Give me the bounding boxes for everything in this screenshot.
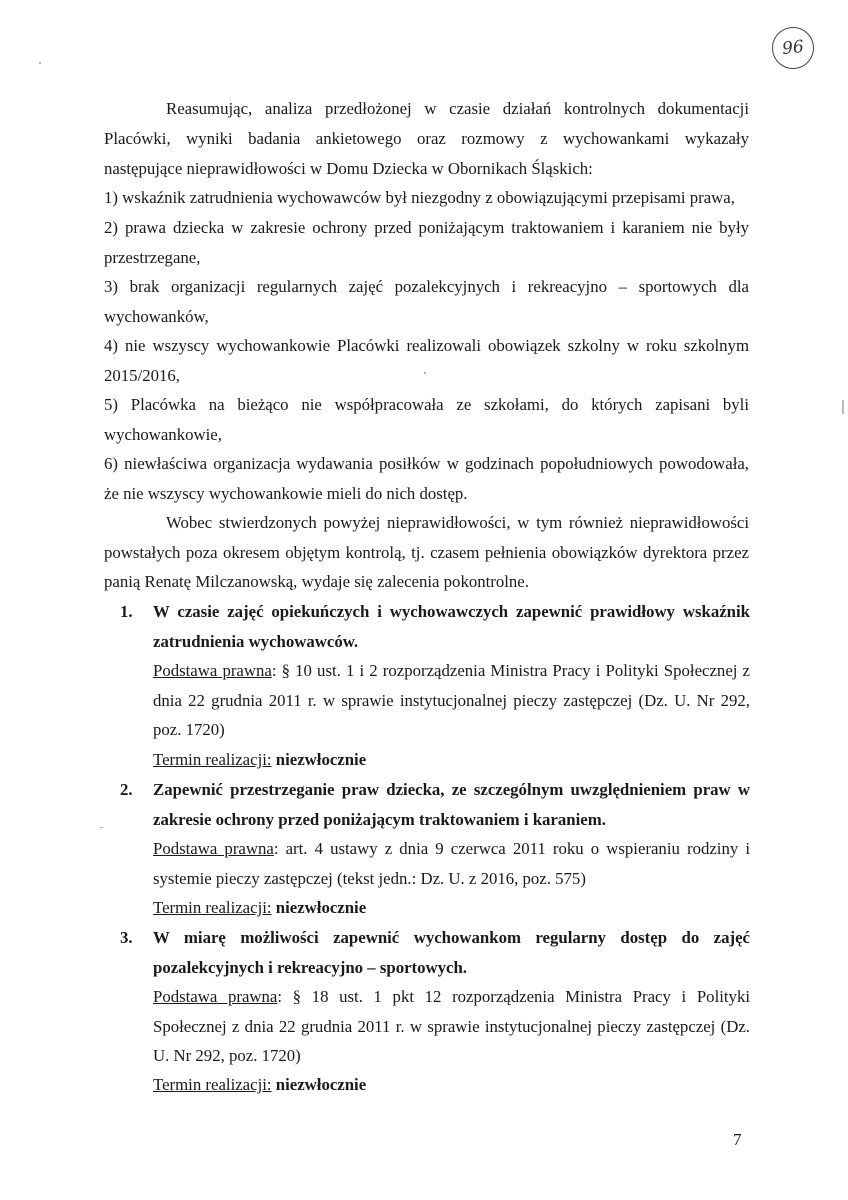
legal-basis-text: : § 18 ust. 1 pkt 12 rozporządzenia Ministra Pracy i Polityki Społecznej z dnia 22 grudnia 2011 r. w sprawie instytucjonalnej pieczy zastępczej (Dz. U. Nr 292, poz. 1720): [153, 987, 750, 1066]
recommendation-title: [120, 775, 750, 834]
deadline-label: Termin realizacji:: [153, 750, 272, 769]
legal-basis-label: Podstawa prawna: [153, 839, 274, 858]
finding-item: 5) Placówka na bieżąco nie współpracowała ze szkołami, do których zapisani byli wychowankowie,: [104, 395, 749, 444]
summary-paragraph: Wobec stwierdzonych powyżej nieprawidłowości, w tym również nieprawidłowości powstałych poza okresem objętym kontrolą, tj. czasem pełnienia obowiązków dyrektora przez panią Renatę Milczanowską, wydaje się zalecenia pokontrolne.: [104, 513, 749, 592]
scan-edge-mark: [842, 400, 844, 414]
legal-basis: [153, 834, 750, 893]
legal-basis-text: : art. 4 ustawy z dnia 9 czerwca 2011 roku o wspieraniu rodziny i systemie pieczy zastępczej (tekst jedn.: Dz. U. z 2016, poz. 575): [153, 839, 751, 888]
deadline: [153, 893, 750, 923]
scan-speck: [424, 372, 426, 374]
recommendation-number: 1.: [120, 602, 133, 621]
legal-basis-label: Podstawa prawna: [153, 987, 278, 1006]
deadline: [153, 745, 750, 775]
finding-item: 2) prawa dziecka w zakresie ochrony przed poniżającym traktowaniem i karaniem nie były przestrzegane,: [104, 218, 749, 267]
finding-item: 3) brak organizacji regularnych zajęć pozalekcyjnych i rekreacyjno – sportowych dla wychowanków,: [104, 277, 749, 326]
intro-line-2: Placówki, wyniki badania ankietowego oraz rozmowy z wychowankami wykazały: [104, 129, 749, 148]
intro-line-1: Reasumując, analiza przedłożonej w czasie działań kontrolnych dokumentacji: [166, 99, 749, 118]
intro-line-3: następujące nieprawidłowości w Domu Dziecka w Obornikach Śląskich:: [104, 159, 593, 178]
recommendation-title: [120, 597, 750, 656]
finding-item: 1) wskaźnik zatrudnienia wychowawców był niezgodny z obowiązującymi przepisami prawa,: [104, 188, 735, 207]
finding-item: 6) niewłaściwa organizacja wydawania posiłków w godzinach popołudniowych powodowała, że nie wszyscy wychowankowie mieli do nich dostęp.: [104, 454, 749, 503]
recommendation-title-text: W miarę możliwości zapewnić wychowankom regularny dostęp do zajęć pozalekcyjnych i rekreacyjno – sportowych.: [153, 928, 750, 977]
legal-basis: [153, 656, 750, 745]
legal-basis-label: Podstawa prawna: [153, 661, 272, 680]
finding-item: 4) nie wszyscy wychowankowie Placówki realizowali obowiązek szkolny w roku szkolnym 2015/2016,: [104, 336, 749, 385]
deadline-label: Termin realizacji:: [153, 898, 272, 917]
scan-speck: [100, 827, 103, 828]
deadline: [153, 1070, 750, 1100]
deadline-value: niezwłocznie: [275, 1075, 367, 1094]
recommendation-number: 3.: [120, 928, 133, 947]
handwritten-page-stamp: [770, 25, 816, 71]
recommendation-title-text: Zapewnić przestrzeganie praw dziecka, ze szczególnym uwzględnieniem praw w zakresie ochrony przed poniżającym traktowaniem i karaniem.: [153, 780, 750, 829]
scan-speck: [39, 62, 41, 64]
deadline-label: Termin realizacji:: [153, 1075, 272, 1094]
page-number: 7: [733, 1130, 742, 1149]
stamp-text: 96: [781, 36, 805, 60]
legal-basis-text: : § 10 ust. 1 i 2 rozporządzenia Ministra Pracy i Polityki Społecznej z dnia 22 grudnia 2011 r. w sprawie instytucjonalnej pieczy zastępczej (Dz. U. Nr 292, poz. 1720): [153, 661, 750, 740]
recommendation-title: [120, 923, 750, 982]
deadline-value: niezwłocznie: [275, 898, 367, 917]
legal-basis: [153, 982, 750, 1071]
recommendation-number: 2.: [120, 780, 133, 799]
deadline-value: niezwłocznie: [275, 750, 367, 769]
recommendation-title-text: W czasie zajęć opiekuńczych i wychowawczych zapewnić prawidłowy wskaźnik zatrudnienia wychowawców.: [153, 602, 750, 651]
